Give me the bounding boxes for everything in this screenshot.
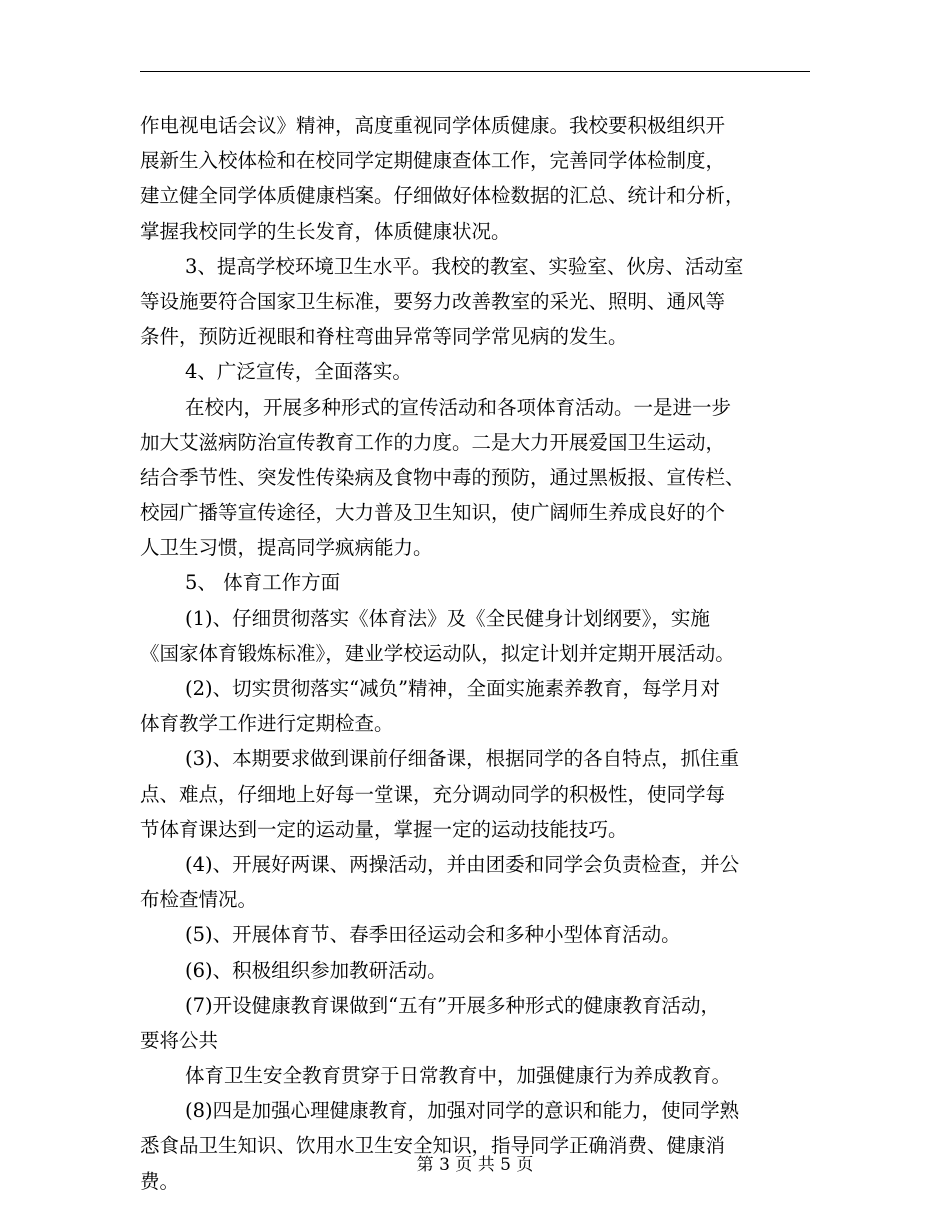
text-line: (4)、开展好两课、两操活动，并由团委和同学会负责检查，并公 xyxy=(185,852,740,876)
text-line: 点、难点，仔细地上好每一堂课，充分调动同学的积极性，使同学每 xyxy=(140,782,726,806)
text-line: (1)、仔细贯彻落实《体育法》及《全民健身计划纲要》，实施 xyxy=(185,606,710,630)
text-line: (3)、本期要求做到课前仔细备课，根据同学的各自特点，抓住重 xyxy=(185,747,740,771)
text-line: 5、 体育工作方面 xyxy=(185,571,341,595)
text-line: 费。 xyxy=(140,1169,180,1193)
text-line: 体育教学工作进行定期检查。 xyxy=(140,712,394,736)
text-line: 体育卫生安全教育贯穿于日常教育中，加强健康行为养成教育。 xyxy=(185,1064,732,1088)
text-line: 悉食品卫生知识、饮用水卫生安全知识，指导同学正确消费、健康消 xyxy=(140,1134,726,1158)
text-line: 人卫生习惯，提高同学疯病能力。 xyxy=(140,536,433,560)
text-line: 校园广播等宣传途径，大力普及卫生知识，使广阔师生养成良好的个 xyxy=(140,501,726,525)
text-line: 3、提高学校环境卫生水平。我校的教室、实验室、伙房、活动室 xyxy=(185,254,744,278)
text-line: (5)、开展体育节、春季田径运动会和多种小型体育活动。 xyxy=(185,923,681,947)
document-body xyxy=(140,108,820,1199)
text-line: (2)、切实贯彻落实“减负”精神，全面实施素养教育，每学月对 xyxy=(185,677,721,700)
text-line: (6)、积极组织参加教研活动。 xyxy=(185,958,447,982)
text-line: 结合季节性、突发性传染病及食物中毒的预防，通过黑板报、宣传栏、 xyxy=(140,465,745,489)
text-line: 布检查情况。 xyxy=(140,888,258,912)
text-line: 作电视电话会议》精神，高度重视同学体质健康。我校要积极组织开 xyxy=(140,114,726,137)
text-line: 在校内，开展多种形式的宣传活动和各项体育活动。一是进一步 xyxy=(185,395,732,419)
text-line: 《国家体育锻炼标准》，建业学校运动队，拟定计划并定期开展活动。 xyxy=(140,641,735,665)
text-line: 要将公共 xyxy=(140,1028,219,1052)
text-line: 等设施要符合国家卫生标准，要努力改善教室的采光、照明、通风等 xyxy=(140,289,726,313)
text-line: 加大艾滋病防治宣传教育工作的力度。二是大力开展爱国卫生运动， xyxy=(140,430,726,454)
text-line: 掌握我校同学的生长发育，体质健康状况。 xyxy=(140,219,511,243)
text-line: 条件，预防近视眼和脊柱弯曲异常等同学常见病的发生。 xyxy=(140,325,628,349)
page-number: 第 3 页 共 5 页 xyxy=(416,1155,534,1175)
text-line: (7)开设健康教育课做到“五有”开展多种形式的健康教育活动， xyxy=(185,993,721,1017)
text-line: (8)四是加强心理健康教育，加强对同学的意识和能力，使同学熟 xyxy=(185,1099,740,1123)
header-rule xyxy=(140,71,810,72)
text-line: 4、广泛宣传，全面落实。 xyxy=(185,360,412,384)
text-line: 展新生入校体检和在校同学定期健康查体工作，完善同学体检制度， xyxy=(140,149,726,173)
text-line: 节体育课达到一定的运动量，掌握一定的运动技能技巧。 xyxy=(140,817,628,841)
text-line: 建立健全同学体质健康档案。仔细做好体检数据的汇总、统计和分析， xyxy=(140,184,745,208)
